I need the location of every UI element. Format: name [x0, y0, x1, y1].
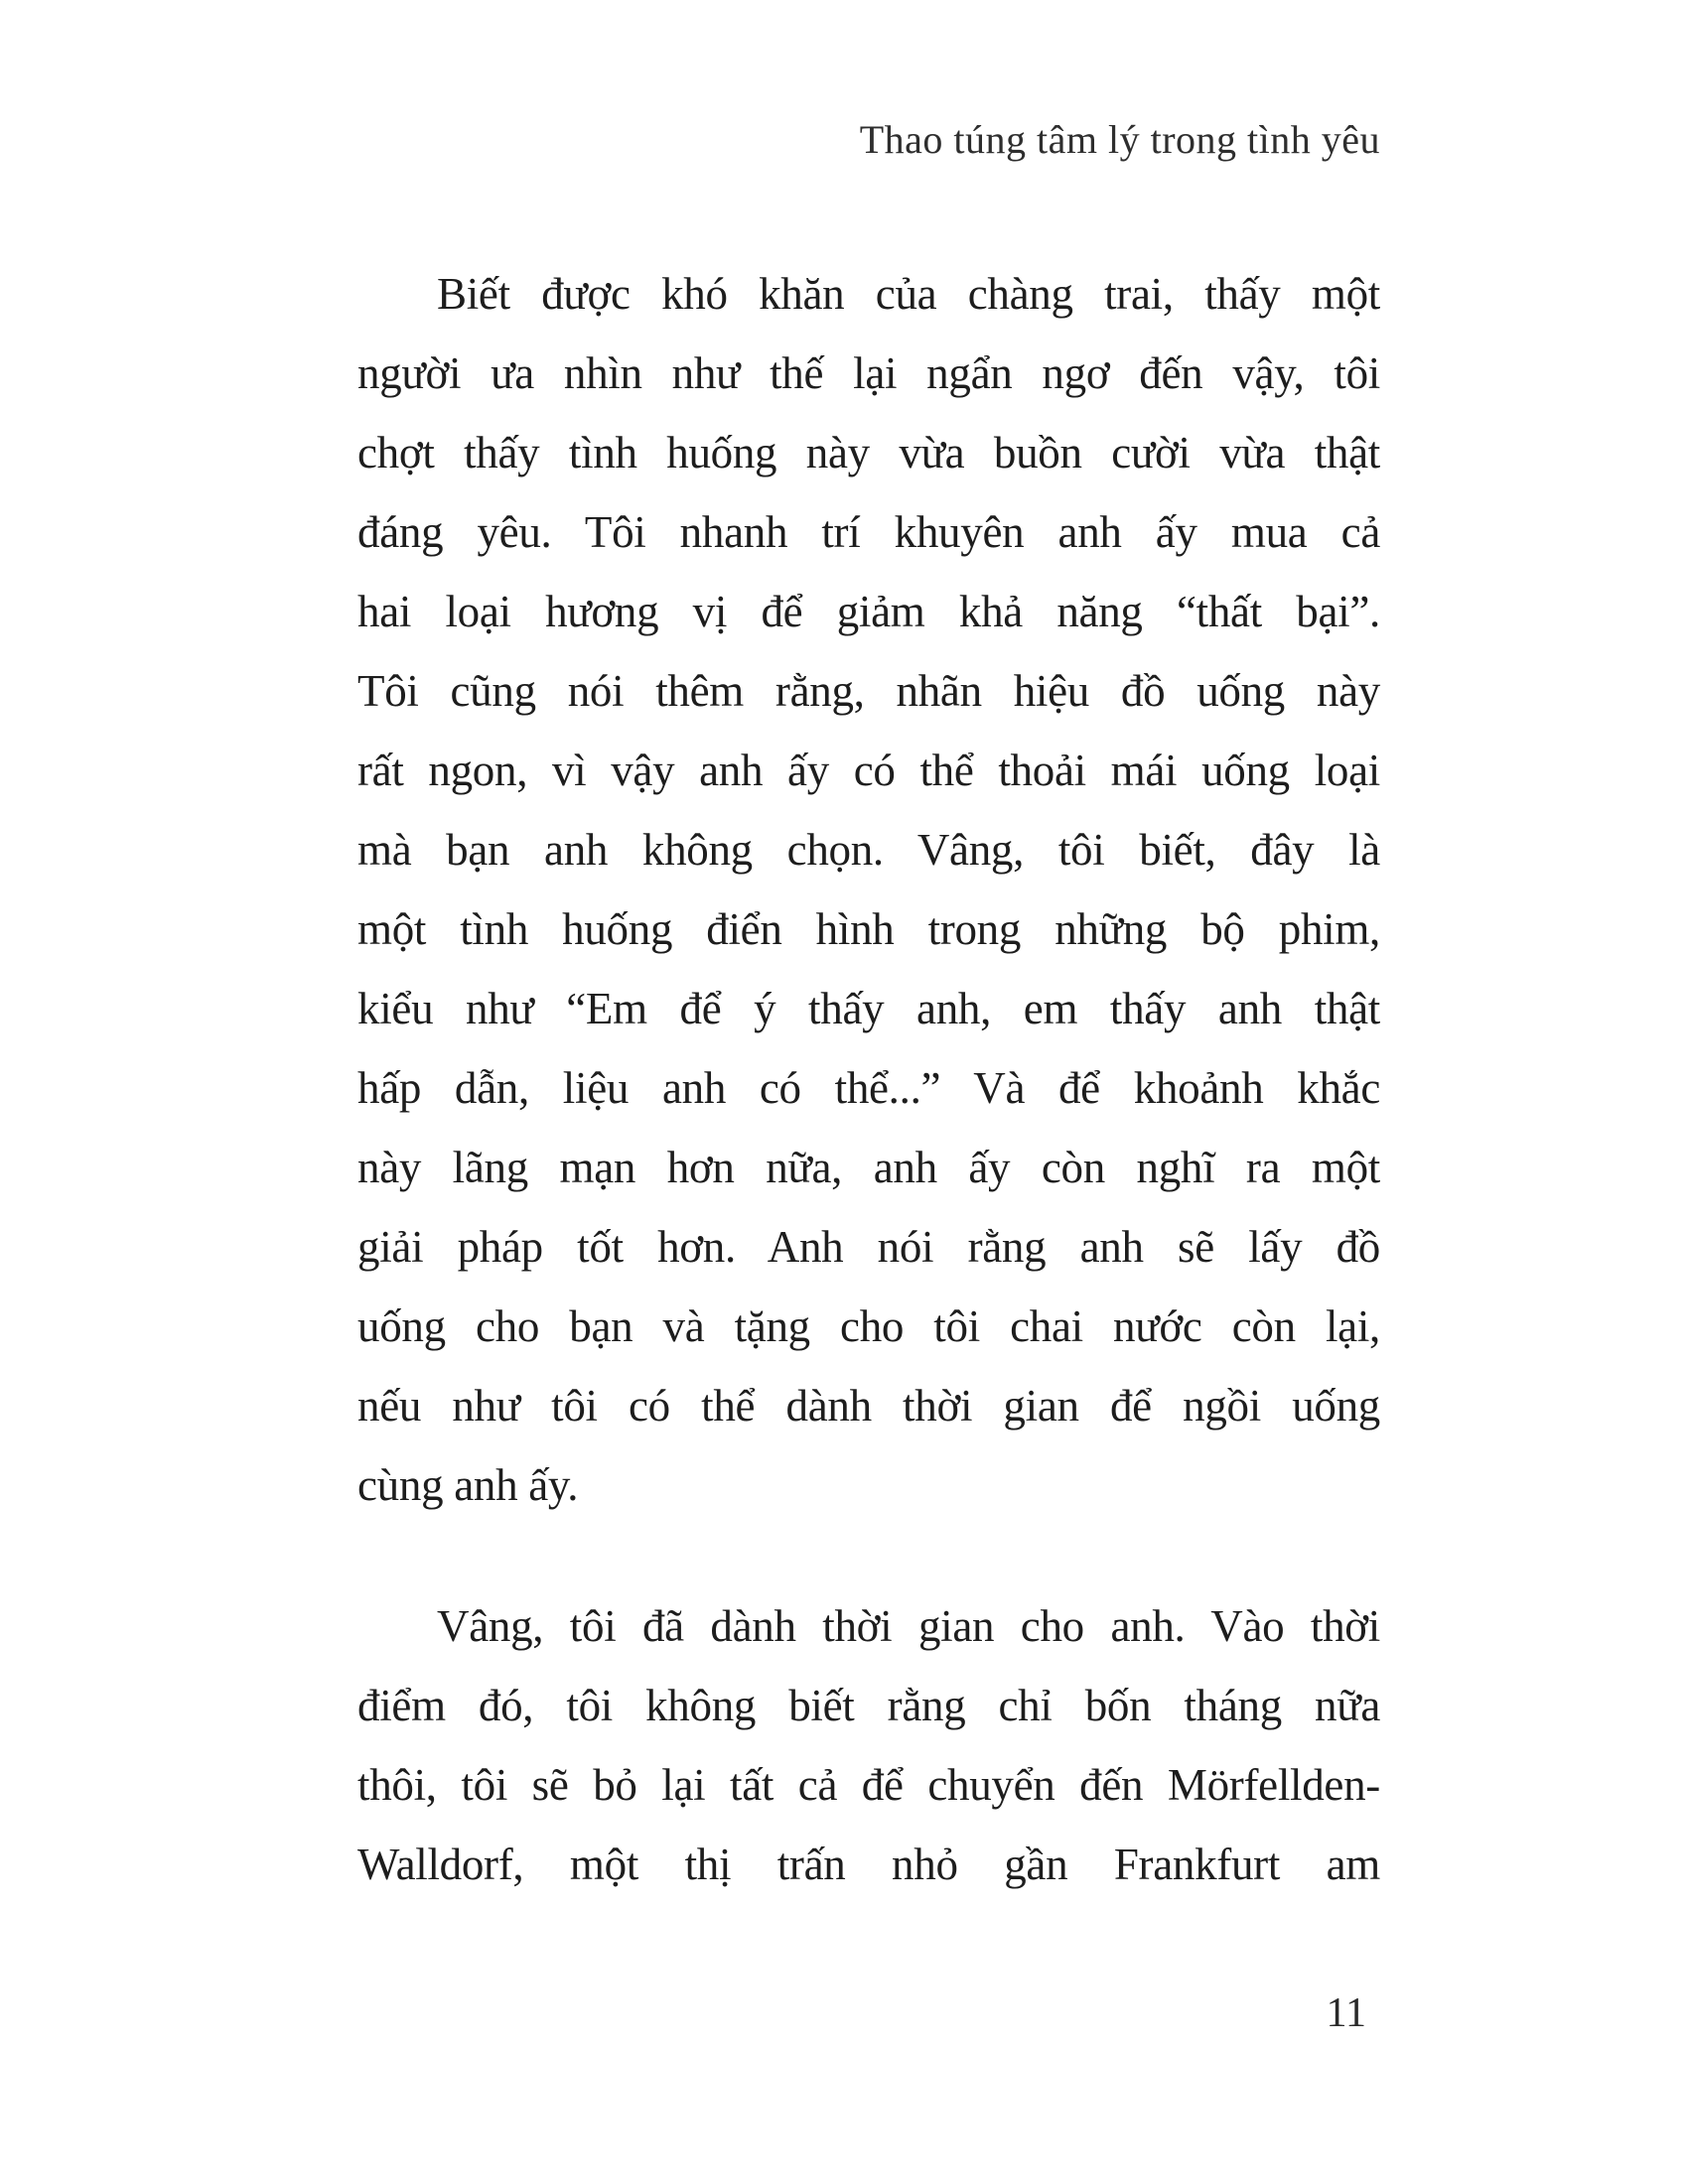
text-line: Tôi cũng nói thêm rằng, nhãn hiệu đồ uống này	[357, 666, 1380, 716]
text-line: hấp dẫn, liệu anh có thể...” Và để khoảnh khắc	[357, 1063, 1380, 1113]
text-line: rất ngon, vì vậy anh ấy có thể thoải mái uống loại	[357, 746, 1380, 795]
text-line: nếu như tôi có thể dành thời gian để ngồi uống	[357, 1381, 1380, 1431]
text-line: chợt thấy tình huống này vừa buồn cười vừa thật	[357, 428, 1380, 478]
text-line: người ưa nhìn như thế lại ngẩn ngơ đến vậy, tôi	[357, 348, 1380, 398]
text-line: đáng yêu. Tôi nhanh trí khuyên anh ấy mua cả	[357, 507, 1380, 557]
paragraph	[357, 254, 1380, 1525]
text-line: cùng anh ấy.	[357, 1460, 579, 1510]
text-line: một tình huống điển hình trong những bộ phim,	[357, 904, 1380, 954]
body-text	[357, 254, 1380, 1904]
text-line: mà bạn anh không chọn. Vâng, tôi biết, đây là	[357, 825, 1380, 875]
page-number: 11	[1326, 1990, 1366, 2036]
text-line: uống cho bạn và tặng cho tôi chai nước còn lại,	[357, 1301, 1380, 1351]
text-line: điểm đó, tôi không biết rằng chỉ bốn tháng nữa	[357, 1681, 1380, 1730]
paragraph	[357, 1586, 1380, 1904]
text-line: kiểu như “Em để ý thấy anh, em thấy anh thật	[357, 984, 1380, 1033]
text-line: Biết được khó khăn của chàng trai, thấy một	[437, 269, 1380, 319]
text-line: này lãng mạn hơn nữa, anh ấy còn nghĩ ra một	[357, 1143, 1380, 1192]
text-line: thôi, tôi sẽ bỏ lại tất cả để chuyển đến Mörfellden-	[357, 1760, 1380, 1810]
text-line: Walldorf, một thị trấn nhỏ gần Frankfurt am	[357, 1840, 1380, 1889]
text-line: giải pháp tốt hơn. Anh nói rằng anh sẽ lấy đồ	[357, 1222, 1380, 1272]
text-line: Vâng, tôi đã dành thời gian cho anh. Vào thời	[437, 1601, 1380, 1651]
text-line: hai loại hương vị để giảm khả năng “thất bại”.	[357, 587, 1380, 636]
running-header: Thao túng tâm lý trong tình yêu	[859, 117, 1380, 162]
